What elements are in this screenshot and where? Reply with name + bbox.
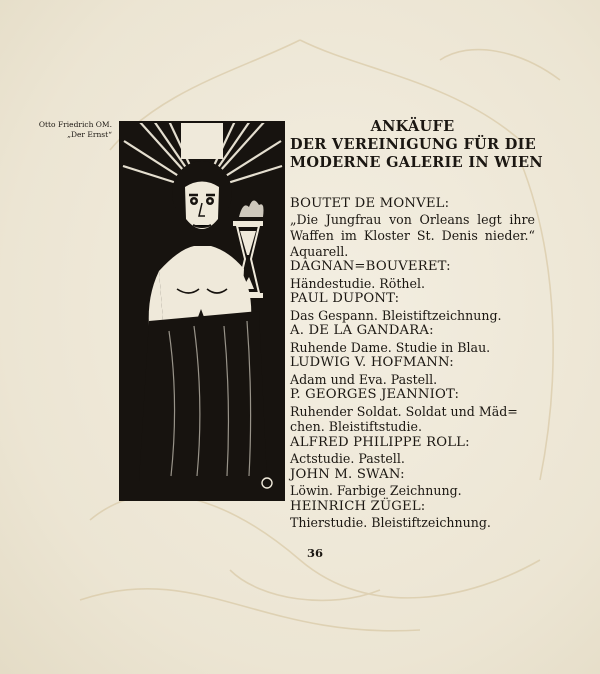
illustration-caption — [20, 120, 112, 140]
entry-boutet-de-monvel — [290, 196, 535, 259]
work-title: Adam und Eva. Pastell. — [290, 371, 438, 387]
artist-name: LUDWIG V. HOFMANN: — [290, 355, 454, 371]
artist-name: JOHN M. SWAN: — [290, 466, 405, 482]
artist-name: ALFRED PHILIPPE ROLL: — [290, 434, 470, 450]
entries — [290, 196, 535, 531]
entry-dagnan-bouveret — [290, 259, 535, 291]
work-title-line-2: chen. Bleistiftstudie. — [290, 419, 422, 435]
artist-name: DAGNAN=BOUVERET: — [290, 259, 451, 275]
entry-hofmann — [290, 355, 535, 387]
caption-title: „Der Ernst“ — [67, 130, 112, 139]
heading-line-3: MODERNE GALERIE IN WIEN — [290, 154, 543, 171]
work-title: Thierstudie. Bleistiftzeichnung. — [290, 515, 491, 531]
entry-roll — [290, 435, 535, 467]
list-heading — [290, 118, 543, 172]
heading-line-1: ANKÄUFE — [370, 118, 455, 135]
work-title: Das Gespann. Bleistiftzeichnung. — [290, 307, 502, 323]
heading-line-2: DER VEREINIGUNG FÜR DIE — [290, 136, 537, 153]
artist-name: PAUL DUPONT: — [290, 291, 400, 307]
work-title: Löwin. Farbige Zeichnung. — [290, 483, 462, 499]
artist-name: A. DE LA GANDARA: — [290, 323, 434, 339]
artist-name: HEINRICH ZÜGEL: — [290, 498, 426, 514]
entry-de-la-gandara — [290, 323, 535, 355]
artist-name: BOUTET DE MONVEL: — [290, 196, 450, 211]
work-title: Actstudie. Pastell. — [290, 451, 405, 467]
entry-zuegel — [290, 499, 535, 531]
caption-artist: Otto Friedrich OM. — [38, 120, 112, 129]
entry-jeanniot — [290, 387, 535, 435]
acquisitions-list — [290, 118, 543, 531]
artist-name: P. GEORGES JEANNIOT: — [290, 387, 460, 403]
work-title: „Die Jungfrau von Orleans legt ihre Waffen im Kloster St. Denis nieder.“ Aquarell. — [290, 212, 535, 259]
work-title: Ruhende Dame. Studie in Blau. — [290, 339, 491, 355]
entry-paul-dupont — [290, 291, 535, 323]
work-title: Händestudie. Röthel. — [290, 275, 426, 291]
woodcut-illustration — [119, 121, 285, 501]
entry-swan — [290, 467, 535, 499]
page-number: 36 — [307, 546, 324, 560]
work-title-line-1: Ruhender Soldat. Soldat und Mäd= — [290, 403, 518, 419]
